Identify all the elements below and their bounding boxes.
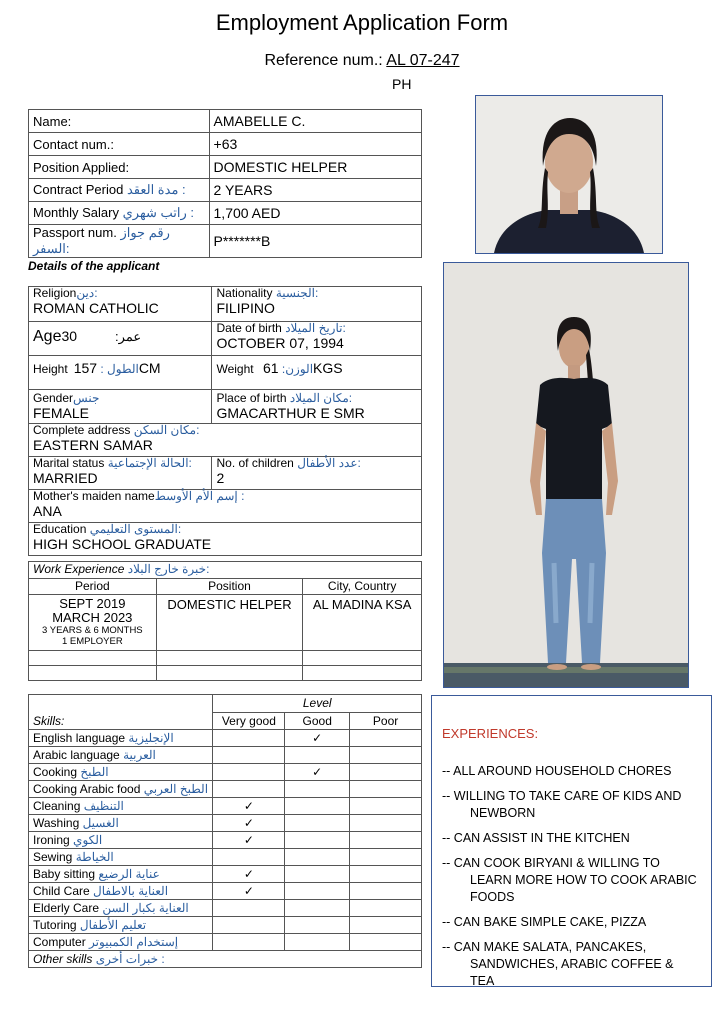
experience-item: -- WILLING TO TAKE CARE OF KIDS AND NEWBORN <box>442 789 682 820</box>
position-value: DOMESTIC HELPER <box>209 156 421 179</box>
skill-row: Sewing الخياطة <box>29 849 422 866</box>
contact-label: Contact num.: <box>29 133 210 156</box>
experience-item: -- CAN BAKE SIMPLE CAKE, PIZZA <box>442 915 647 929</box>
pob-value: GMACARTHUR E SMR <box>216 405 365 421</box>
education-value: HIGH SCHOOL GRADUATE <box>33 536 212 552</box>
work-header-period: Period <box>29 579 157 595</box>
mother-cell: Mother's maiden nameإسم الأم الأوسط : ANA <box>29 490 422 523</box>
work-row <box>29 595 422 651</box>
gender-cell: Genderجنس FEMALE <box>29 390 212 424</box>
address-value: EASTERN SAMAR <box>33 437 153 453</box>
country-code: PH <box>392 76 412 92</box>
children-value: 2 <box>216 470 225 486</box>
passport-label: Passport num. رقم جواز السفر: <box>29 225 210 258</box>
check-mark: ✓ <box>285 764 350 781</box>
age-cell: Age عمر:30 <box>29 322 212 356</box>
other-skills-row: Other skills خبرات أخرى : <box>29 951 422 968</box>
education-cell: Education المستوى التعليمي: HIGH SCHOOL GRADUATE <box>29 523 422 556</box>
reference-label: Reference num.: <box>264 52 383 69</box>
religion-cell: Religionدين: ROMAN CATHOLIC <box>29 287 212 322</box>
skills-title: Skills: <box>29 695 213 730</box>
portrait-photo <box>475 95 663 254</box>
experience-item: -- CAN ASSIST IN THE KITCHEN <box>442 831 630 845</box>
skill-row: Elderly Care العناية بكبار السن <box>29 900 422 917</box>
level-good: Good <box>285 713 350 730</box>
skills-table <box>28 694 422 968</box>
row-name <box>29 110 422 133</box>
children-cell: No. of children عدد الأطفال: 2 <box>212 457 422 490</box>
religion-value: ROMAN CATHOLIC <box>33 300 159 316</box>
nationality-cell: Nationality الجنسية: FILIPINO <box>212 287 422 322</box>
skill-row: Arabic language العربية <box>29 747 422 764</box>
check-mark: ✓ <box>213 883 285 900</box>
age-value: 30 <box>61 328 78 344</box>
name-label: Name: <box>29 110 210 133</box>
dob-value: OCTOBER 07, 1994 <box>216 335 344 351</box>
details-table <box>28 286 422 556</box>
check-mark: ✓ <box>213 798 285 815</box>
skill-row: Washing الغسيل ✓ <box>29 815 422 832</box>
check-mark: ✓ <box>213 815 285 832</box>
skill-row: Cooking الطبخ ✓ <box>29 764 422 781</box>
row-contract <box>29 179 422 202</box>
details-title: Details of the applicant <box>28 259 160 273</box>
marital-cell: Marital status الحالة الإجتماعية: MARRIED <box>29 457 212 490</box>
dob-cell: Date of birth تاريخ الميلاد: OCTOBER 07, 1994 <box>212 322 422 356</box>
weight-cell: Weight الوزن: 61KGS <box>212 356 422 390</box>
skill-row: Baby sitting عناية الرضيع ✓ <box>29 866 422 883</box>
experience-item: -- ALL AROUND HOUSEHOLD CHORES <box>442 764 672 778</box>
contract-value: 2 YEARS <box>209 179 421 202</box>
level-very-good: Very good <box>213 713 285 730</box>
reference-line <box>0 52 724 70</box>
level-title: Level <box>213 695 422 713</box>
work-location: AL MADINA KSA <box>303 595 422 651</box>
nationality-value: FILIPINO <box>216 300 275 316</box>
check-mark: ✓ <box>213 832 285 849</box>
experiences-box <box>431 695 712 987</box>
level-poor: Poor <box>350 713 422 730</box>
pob-cell: Place of birth مكان الميلاد: GMACARTHUR E SMR <box>212 390 422 424</box>
mother-value: ANA <box>33 503 62 519</box>
name-value: AMABELLE C. <box>209 110 421 133</box>
work-experience-table <box>28 561 422 681</box>
reference-number: AL 07-247 <box>386 52 460 69</box>
address-cell: Complete address مكان السكن: EASTERN SAMAR <box>29 424 422 457</box>
contact-value: +63 <box>209 133 421 156</box>
skill-row: Cooking Arabic food الطبخ العربي <box>29 781 422 798</box>
basic-info-table <box>28 109 422 258</box>
skill-row: Ironing الكوي ✓ <box>29 832 422 849</box>
weight-value: 61KGS <box>262 360 343 376</box>
skill-row: Computer إستخدام الكمبيوتر <box>29 934 422 951</box>
experiences-title: EXPERIENCES: <box>442 726 539 741</box>
work-header-position: Position <box>156 579 303 595</box>
full-body-photo <box>443 262 689 688</box>
work-period: SEPT 2019 MARCH 2023 3 YEARS & 6 MONTHS 1 EMPLOYER <box>29 595 157 651</box>
passport-value: P*******B <box>209 225 421 258</box>
check-mark: ✓ <box>213 866 285 883</box>
skill-row: Tutoring تعليم الأطفال <box>29 917 422 934</box>
marital-value: MARRIED <box>33 470 98 486</box>
skill-row: Child Care العناية بالاطفال ✓ <box>29 883 422 900</box>
position-label: Position Applied: <box>29 156 210 179</box>
salary-value: 1,700 AED <box>209 202 421 225</box>
salary-label: Monthly Salary راتب شهري : <box>29 202 210 225</box>
contract-label: Contract Period مدة العقد : <box>29 179 210 202</box>
row-salary <box>29 202 422 225</box>
work-header-location: City, Country <box>303 579 422 595</box>
check-mark: ✓ <box>285 730 350 747</box>
gender-value: FEMALE <box>33 405 90 421</box>
row-passport <box>29 225 422 258</box>
work-position: DOMESTIC HELPER <box>156 595 303 651</box>
work-title: Work Experience خبرة خارج البلاد: <box>29 562 422 579</box>
form-title: Employment Application Form <box>215 10 509 35</box>
height-cell: Height الطول : 157CM <box>29 356 212 390</box>
experience-item: -- CAN MAKE SALATA, PANCAKES, SANDWICHES, ARABIC COFFEE & TEA <box>442 940 674 988</box>
experience-item: -- CAN COOK BIRYANI & WILLING TO LEARN MORE HOW TO COOK ARABIC FOODS <box>442 856 697 904</box>
skill-row: Cleaning التنظيف ✓ <box>29 798 422 815</box>
row-position <box>29 156 422 179</box>
height-value: 157CM <box>73 360 161 376</box>
row-contact <box>29 133 422 156</box>
skill-row: English language الإنجليزية ✓ <box>29 730 422 747</box>
experiences-list <box>432 763 711 990</box>
